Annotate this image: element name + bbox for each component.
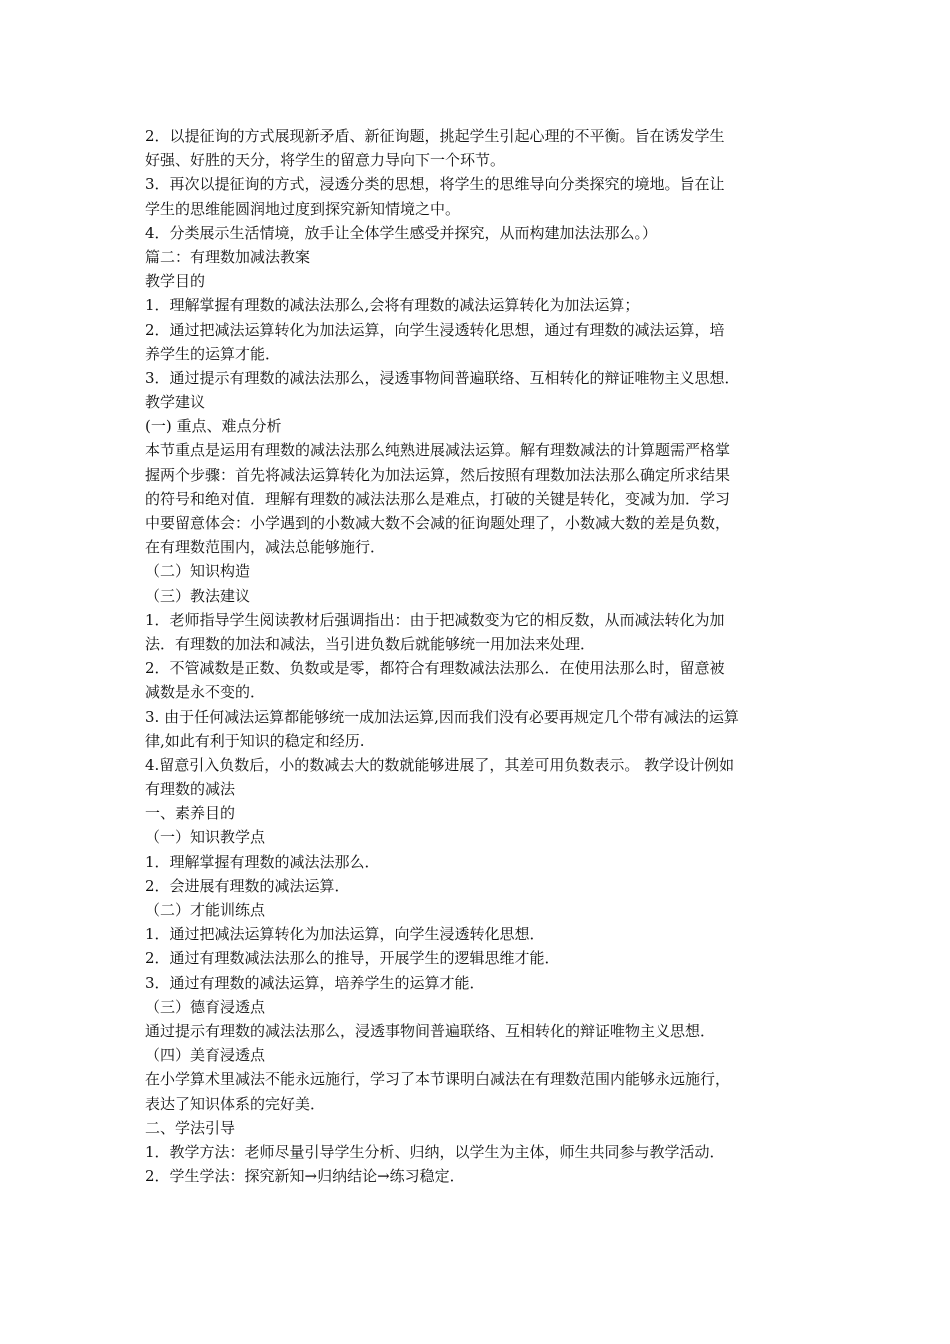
text-line: （三）教法建议 — [145, 586, 251, 605]
text-line: 3．通过提示有理数的减法法那么，浸透事物间普遍联络、互相转化的辩证唯物主义思想． — [145, 368, 740, 387]
text-line: 3. 由于任何减法运算都能够统一成加法运算,因而我们没有必要再规定几个带有减法的运算 — [145, 707, 739, 726]
text-line: （四）美育浸透点 — [145, 1046, 266, 1065]
text-line: 2．会进展有理数的减法运算． — [145, 876, 350, 895]
text-line: 在有理数范围内，减法总能够施行． — [145, 538, 386, 557]
text-line: 4．分类展示生活情境，放手让全体学生感受并探究，从而构建加法法那么。） — [145, 223, 658, 242]
text-line: 握两个步骤：首先将减法运算转化为加法运算，然后按照有理数加法法那么确定所求结果 — [145, 465, 731, 484]
text-line: 二、学法引导 — [145, 1118, 236, 1137]
text-line: 律,如此有利于知识的稳定和经历. — [145, 731, 365, 750]
text-line: 1．理解掌握有理数的减法法那么,会将有理数的减法运算转化为加法运算； — [145, 296, 640, 315]
text-line: 好强、好胜的天分，将学生的留意力导向下一个环节。 — [145, 151, 506, 170]
text-line: 本节重点是运用有理数的减法法那么纯熟进展减法运算。解有理数减法的计算题需严格掌 — [145, 441, 731, 460]
text-line: 在小学算术里减法不能永远施行，学习了本节课明白减法在有理数范围内能够永远施行， — [145, 1070, 731, 1089]
text-line: 中要留意体会：小学遇到的小数减大数不会减的征询题处理了，小数减大数的差是负数， — [145, 514, 731, 532]
text-line: 有理数的减法 — [145, 780, 236, 799]
text-line: 3．再次以提征询的方式，浸透分类的思想，将学生的思维导向分类探究的境地。旨在让 — [145, 175, 725, 194]
text-line: (一) 重点、难点分析 — [145, 417, 282, 436]
text-line: 一、素养目的 — [145, 804, 236, 823]
text-line: 1．通过把减法运算转化为加法运算，向学生浸透转化思想． — [145, 925, 545, 944]
text-line: （二）知识构造 — [145, 562, 251, 581]
section-heading: 篇二：有理数加减法教案 — [145, 247, 311, 266]
text-line: 教学建议 — [145, 393, 206, 412]
text-line: （一）知识教学点 — [145, 828, 266, 847]
text-line: 表达了知识体系的完好美． — [145, 1094, 326, 1113]
text-line: 3．通过有理数的减法运算，培养学生的运算才能． — [145, 973, 485, 992]
text-line: 2．不管减数是正数、负数或是零，都符合有理数减法法那么．在使用法那么时，留意被 — [145, 659, 725, 678]
document-page — [145, 124, 811, 1188]
text-line: 的符号和绝对值．理解有理数的减法法那么是难点，打破的关键是转化，变减为加．学习 — [145, 489, 731, 508]
text-line: 4.留意引入负数后，小的数减去大的数就能够进展了，其差可用负数表示。 教学设计例如 — [145, 755, 735, 774]
text-line: （三）德育浸透点 — [145, 997, 266, 1016]
text-line: 2．通过有理数减法法那么的推导，开展学生的逻辑思维才能． — [145, 949, 560, 968]
text-line: 1．理解掌握有理数的减法法那么． — [145, 852, 380, 871]
text-line: 2．以提征询的方式展现新矛盾、新征询题，挑起学生引起心理的不平衡。旨在诱发学生 — [145, 127, 725, 145]
text-line: 1．老师指导学生阅读教材后强调指出：由于把减数变为它的相反数，从而减法转化为加 — [145, 610, 725, 629]
text-line: 教学目的 — [145, 272, 206, 291]
text-line: 减数是永不变的． — [145, 683, 266, 702]
text-line: 2．学生学法：探究新知→归纳结论→练习稳定． — [145, 1167, 465, 1186]
text-line: （二）才能训练点 — [145, 901, 266, 919]
text-line: 养学生的运算才能． — [145, 344, 281, 363]
text-line: 通过提示有理数的减法法那么，浸透事物间普遍联络、互相转化的辩证唯物主义思想． — [145, 1021, 716, 1040]
text-line: 法．有理数的加法和减法，当引进负数后就能够统一用加法来处理． — [145, 634, 596, 653]
text-line: 2．通过把减法运算转化为加法运算，向学生浸透转化思想，通过有理数的减法运算，培 — [145, 320, 725, 339]
text-line: 学生的思维能圆润地过度到探究新知情境之中。 — [145, 199, 461, 218]
text-line: 1．教学方法：老师尽量引导学生分析、归纳，以学生为主体，师生共同参与教学活动． — [145, 1142, 725, 1161]
